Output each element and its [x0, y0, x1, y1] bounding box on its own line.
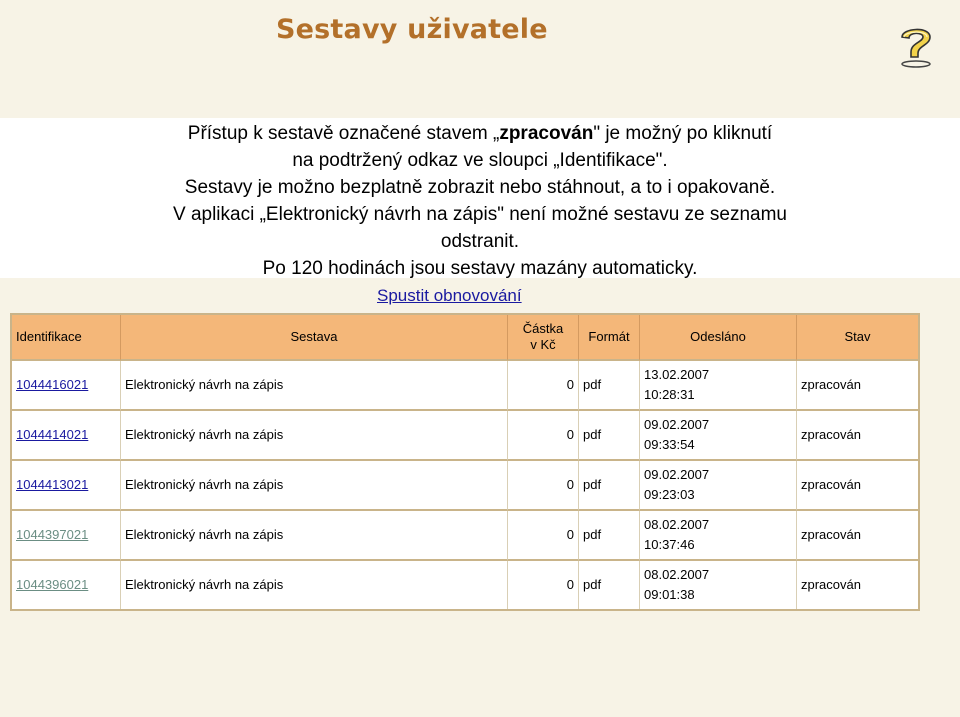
cell-sent: [640, 461, 797, 511]
report-id-link[interactable]: 1044414021: [16, 427, 89, 442]
cell-status: zpracován: [797, 411, 918, 461]
page-title: Sestavy uživatele: [276, 14, 548, 45]
column-header-sent: Odesláno: [640, 315, 797, 361]
cell-sent: [640, 361, 797, 411]
cell-report: Elektronický návrh na zápis: [121, 411, 508, 461]
cell-report: Elektronický návrh na zápis: [121, 561, 508, 609]
info-line-6: Po 120 hodinách jsou sestavy mazány automaticky.: [262, 258, 698, 279]
cell-format: pdf: [579, 361, 640, 411]
cell-sent: [640, 561, 797, 609]
info-line-3: Sestavy je možno bezplatně zobrazit nebo stáhnout, a to i opakovaně.: [184, 177, 776, 198]
info-line-5: odstranit.: [440, 231, 520, 252]
column-header-status: Stav: [797, 315, 918, 361]
sent-time: 10:28:31: [644, 387, 695, 402]
cell-id: [12, 561, 121, 609]
report-id-link[interactable]: 1044413021: [16, 477, 89, 492]
sent-time: 09:33:54: [644, 437, 695, 452]
cell-format: pdf: [579, 411, 640, 461]
sent-date: 13.02.2007: [644, 367, 710, 382]
cell-report: Elektronický návrh na zápis: [121, 361, 508, 411]
cell-report: Elektronický návrh na zápis: [121, 511, 508, 561]
info-line-2: na podtržený odkaz ve sloupci „Identifikace".: [292, 150, 668, 171]
cell-format: pdf: [579, 561, 640, 609]
cell-id: [12, 361, 121, 411]
sent-date: 08.02.2007: [644, 567, 710, 582]
info-text: [80, 120, 880, 282]
cell-format: pdf: [579, 461, 640, 511]
cell-amount: 0: [508, 561, 579, 609]
status-emphasis: zpracován: [499, 123, 594, 144]
table-row: [12, 361, 918, 411]
cell-id: [12, 461, 121, 511]
cell-status: zpracován: [797, 511, 918, 561]
table-row: [12, 561, 918, 609]
cell-status: zpracován: [801, 577, 861, 592]
sent-time: 10:37:46: [644, 537, 695, 552]
help-question-icon[interactable]: [893, 24, 939, 68]
cell-format: pdf: [579, 511, 640, 561]
column-header-id: Identifikace: [12, 315, 121, 361]
start-refresh-link[interactable]: Spustit obnovování: [377, 286, 522, 305]
table-row: [12, 511, 918, 561]
cell-amount: 0: [508, 511, 579, 561]
table-header-row: [12, 315, 918, 361]
sent-date: 09.02.2007: [644, 467, 710, 482]
sent-time: 09:23:03: [644, 487, 695, 502]
report-id-link[interactable]: 1044397021: [16, 527, 89, 542]
sent-date: 09.02.2007: [644, 417, 710, 432]
info-panel: [0, 118, 960, 278]
sent-date: 08.02.2007: [644, 517, 710, 532]
column-header-report: Sestava: [121, 315, 508, 361]
cell-amount: 0: [508, 361, 579, 411]
report-id-link[interactable]: 1044396021: [16, 577, 89, 592]
sent-time: 09:01:38: [644, 587, 695, 602]
cell-amount: 0: [508, 461, 579, 511]
cell-report: Elektronický návrh na zápis: [121, 461, 508, 511]
info-line-1: Přístup k sestavě označené stavem „zpracován" je možný po kliknutí: [187, 123, 773, 144]
cell-id: [12, 511, 121, 561]
report-id-link[interactable]: 1044416021: [16, 377, 89, 392]
table-row: [12, 411, 918, 461]
cell-sent: [640, 411, 797, 461]
info-line-4: V aplikaci „Elektronický návrh na zápis" není možné sestavu ze seznamu: [173, 204, 787, 225]
page-footer-area: [0, 617, 960, 717]
page-header: [0, 0, 960, 118]
cell-status: zpracován: [797, 361, 918, 411]
cell-status: zpracován: [797, 461, 918, 511]
cell-amount: 0: [508, 411, 579, 461]
cell-id: [12, 411, 121, 461]
column-header-format: Formát: [579, 315, 640, 361]
reports-table: [10, 313, 920, 611]
table-row: [12, 461, 918, 511]
cell-sent: [640, 511, 797, 561]
column-header-amount: Částka v Kč: [508, 315, 579, 361]
